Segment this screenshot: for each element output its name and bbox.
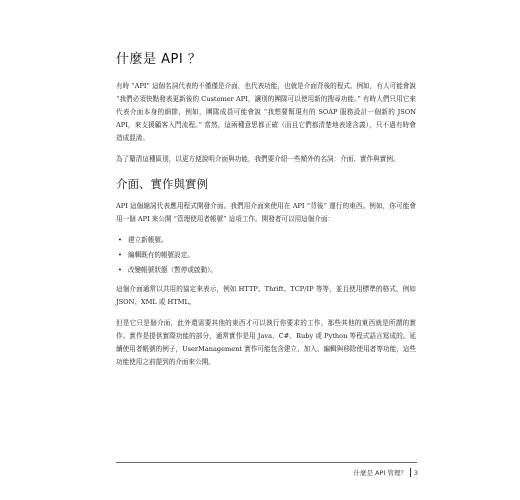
section-intro-paragraph: API 這個縮詞代表應用程式開發介面。我們用介面來使用在 API “背後” 運行的東西。例如，你可能會用一個 API 來公開 “管理使用者帳號” 這項工作。開發者可以用這個介面：	[116, 202, 416, 223]
bullet-list	[116, 234, 416, 277]
body-paragraph-1: 這個介面通常以共用的協定來表示，例如 HTTP、Thrift、TCP/IP 等等，並且使用標準的格式，例如 JSON、XML 或 HTML。	[116, 285, 416, 306]
intro-paragraph-1: 有時 “API” 這個名詞代表的不僅僅是介面，也代表功能，也就是介面背後的程式。例如，有人可能會說 “我們必須快點發表更新後的 Customer API，讓別的團隊可以使用新的搜尋功能。” 有時人們只用它來代表介面本身的細節，例如，團隊成員可能會說 “我想要幫現有的 SOAP 服務設計一個新的 JSON API，來支援顧客入門流程。” 當然，這兩種意思都正確（而且它們都清楚地表達含義），只不過有時會造成混淆。	[116, 82, 416, 142]
page-number: 3	[413, 468, 418, 477]
intro-paragraph-2: 為了釐清這種區別，以更方便說明介面與功能，我們要介紹一些額外的名詞：介面、實作與實例。	[116, 155, 400, 163]
page-title: 什麼是 API ？	[116, 52, 202, 67]
footer-chapter-title: 什麼是 API 管理？	[353, 469, 407, 477]
list-item: • 建立新帳號。	[128, 234, 416, 247]
page-content	[116, 48, 416, 377]
page-footer	[353, 468, 418, 477]
footer-divider	[116, 462, 417, 463]
section-title: 介面、實作與實例	[116, 177, 208, 191]
footer-separator	[410, 468, 411, 477]
list-item: • 改變帳號狀態（暫停或啟動）。	[128, 264, 416, 277]
list-item: • 編輯既有的帳號設定。	[128, 249, 416, 262]
body-paragraph-2: 但是它只是個介面，此外還需要其他的東西才可以執行你要求的工作，那些其他的東西就是所謂的實作。實作是提供實際功能的部分，通常實作是用 Java、C#、Ruby 或 Python 等程式語言寫成的。延續使用者帳號的例子，UserManagement 實作可能包含建立、加入、編輯與移除使用者等功能，這些功能使用之前提到的介面來公開。	[116, 319, 416, 366]
